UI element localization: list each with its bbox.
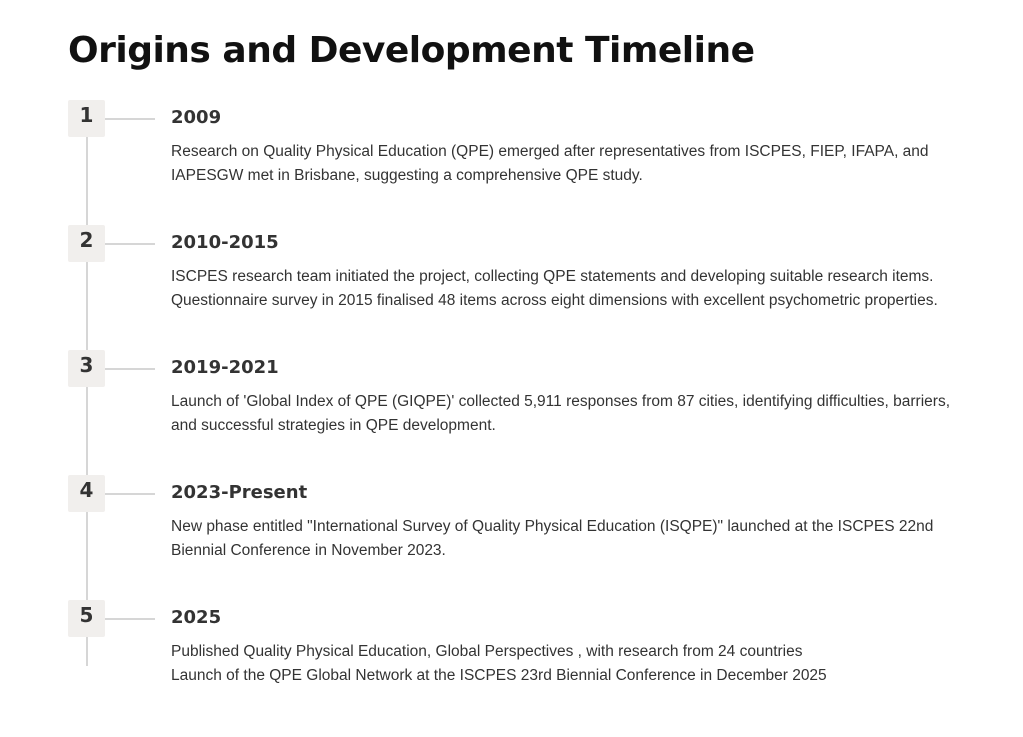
step-number-badge: 5	[68, 600, 105, 637]
step-number-badge: 3	[68, 350, 105, 387]
timeline-year: 2010-2015	[171, 232, 279, 253]
timeline-item-1	[0, 100, 1023, 210]
description-line: Biennial Conference in November 2023.	[171, 542, 446, 559]
timeline-description	[171, 140, 991, 188]
timeline-item-2	[0, 225, 1023, 335]
timeline-year: 2025	[171, 607, 222, 628]
description-line: IAPESGW met in Brisbane, suggesting a comprehensive QPE study.	[171, 167, 643, 184]
timeline-year: 2019-2021	[171, 357, 279, 378]
timeline-item-5	[0, 600, 1023, 710]
timeline-item-3	[0, 350, 1023, 460]
description-line: ISCPES research team initiated the project, collecting QPE statements and developing suitable research items.	[171, 268, 934, 285]
timeline-year: 2009	[171, 107, 222, 128]
description-line: Launch of the QPE Global Network at the ISCPES 23rd Biennial Conference in December 2025	[171, 667, 827, 684]
timeline-description	[171, 515, 991, 563]
step-number-badge: 4	[68, 475, 105, 512]
timeline-item-4	[0, 475, 1023, 585]
description-line: and successful strategies in QPE development.	[171, 417, 496, 434]
page-title: Origins and Development Timeline	[68, 30, 755, 71]
timeline-connector	[105, 493, 155, 495]
description-line: Questionnaire survey in 2015 finalised 48 items across eight dimensions with excellent psychometric properties.	[171, 292, 938, 309]
timeline-connector	[105, 618, 155, 620]
timeline-description	[171, 640, 991, 688]
description-line: New phase entitled "International Survey of Quality Physical Education (ISQPE)" launched at the ISCPES 22nd	[171, 518, 934, 535]
timeline-year: 2023-Present	[171, 482, 308, 503]
step-number-badge: 2	[68, 225, 105, 262]
timeline-connector	[105, 118, 155, 120]
timeline-connector	[105, 243, 155, 245]
timeline-connector	[105, 368, 155, 370]
description-line: Launch of 'Global Index of QPE (GIQPE)' collected 5,911 responses from 87 cities, identifying difficulties, barriers,	[171, 393, 951, 410]
step-number-badge: 1	[68, 100, 105, 137]
description-line: Research on Quality Physical Education (QPE) emerged after representatives from ISCPES, FIEP, IFAPA, and	[171, 143, 929, 160]
description-line: Published Quality Physical Education, Global Perspectives , with research from 24 countries	[171, 643, 803, 660]
timeline-description	[171, 265, 991, 313]
timeline-description	[171, 390, 991, 438]
